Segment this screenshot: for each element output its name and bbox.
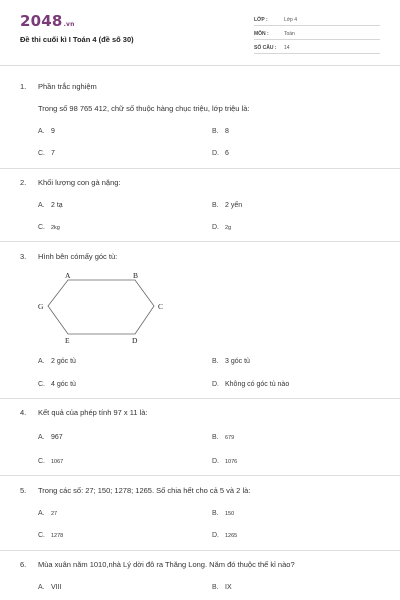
question-number: 2. [20, 178, 27, 187]
question-2-title [20, 178, 121, 187]
hexagon-figure [34, 270, 184, 346]
option-b[interactable] [212, 358, 250, 365]
option-letter: B. [212, 584, 219, 591]
option-letter: B. [212, 510, 219, 517]
meta-class-value: Lớp 4 [284, 17, 298, 23]
meta-class-key: LỚP : [254, 17, 268, 23]
option-letter: A. [38, 434, 45, 441]
option-c[interactable] [38, 224, 60, 231]
question-number: 4. [20, 408, 27, 417]
option-text: 967 [51, 434, 63, 441]
option-letter: C. [38, 458, 45, 465]
option-text: 2 góc tù [51, 358, 76, 365]
vertex-label-b: B [133, 271, 139, 280]
meta-subject-key: MÔN : [254, 31, 269, 37]
option-text: 1278 [51, 533, 64, 539]
option-text: 2 tạ [51, 202, 63, 209]
option-d[interactable] [212, 532, 237, 539]
option-text: 1265 [225, 533, 238, 539]
option-d[interactable] [212, 381, 289, 388]
option-b[interactable] [212, 202, 242, 209]
option-text: 27 [51, 511, 58, 517]
meta-count [254, 42, 380, 54]
question-separator [0, 241, 400, 242]
option-letter: B. [212, 128, 219, 135]
option-letter: C. [38, 150, 45, 157]
hexagon-shape [48, 280, 154, 334]
option-text: 6 [225, 150, 229, 157]
question-title-text: Mùa xuân năm 1010,nhà Lý dời đô ra Thăng Long. Năm đó thuộc thế kỉ nào? [38, 560, 295, 569]
option-a[interactable] [38, 358, 76, 365]
option-letter: B. [212, 434, 219, 441]
option-text: 1067 [51, 459, 64, 465]
option-c[interactable] [38, 150, 55, 157]
question-5-title [20, 486, 250, 495]
question-separator [0, 168, 400, 169]
question-title-text: Hình bên cómấy góc tù: [38, 252, 118, 261]
question-title-text: Trong các số: 27; 150; 1278; 1265. Số chia hết cho cả 5 và 2 là: [38, 486, 251, 495]
question-1-text: Trong số 98 765 412, chữ số thuộc hàng chục triệu, lớp triệu là: [38, 104, 250, 113]
option-a[interactable] [38, 434, 63, 441]
question-title-text: Khối lượng con gà nặng: [38, 178, 121, 187]
option-text: 2 yến [225, 202, 243, 209]
option-b[interactable] [212, 434, 234, 441]
question-title-text: Phần trắc nghiệm [38, 82, 97, 91]
option-a[interactable] [38, 584, 62, 591]
vertex-label-c: C [158, 302, 164, 311]
option-c[interactable] [38, 532, 63, 539]
option-text: VIII [51, 584, 62, 591]
option-letter: D. [212, 150, 219, 157]
logo-tld: .vn [63, 21, 75, 28]
question-1-title [20, 82, 97, 91]
option-c[interactable] [38, 381, 76, 388]
question-separator [0, 550, 400, 551]
option-b[interactable] [212, 510, 234, 517]
option-letter: A. [38, 358, 45, 365]
question-6-title [20, 560, 295, 569]
page-header [0, 0, 400, 62]
option-text: 9 [51, 128, 55, 135]
vertex-label-e: E [65, 336, 70, 345]
meta-subject [254, 28, 380, 40]
option-letter: D. [212, 381, 219, 388]
question-number: 3. [20, 252, 27, 261]
option-letter: C. [38, 224, 45, 231]
option-d[interactable] [212, 458, 237, 465]
vertex-label-d: D [132, 336, 138, 345]
vertex-label-a: A [65, 271, 71, 280]
option-text: 2kg [51, 225, 60, 231]
option-letter: C. [38, 532, 45, 539]
hexagon-diagram [34, 270, 184, 346]
header-divider [0, 65, 400, 66]
site-logo[interactable] [20, 12, 75, 30]
question-3-title [20, 252, 117, 261]
option-a[interactable] [38, 128, 55, 135]
option-letter: A. [38, 128, 45, 135]
meta-class [254, 14, 380, 26]
option-text: Không có góc tù nào [225, 381, 290, 388]
logo-text: 2048 [20, 12, 63, 30]
option-letter: D. [212, 532, 219, 539]
option-letter: C. [38, 381, 45, 388]
option-text: 150 [225, 511, 235, 517]
option-text: 2g [225, 225, 232, 231]
option-text: 1076 [225, 459, 238, 465]
option-text: 3 góc tù [225, 358, 250, 365]
option-text: 7 [51, 150, 55, 157]
question-number: 6. [20, 560, 27, 569]
option-text: IX [225, 584, 232, 591]
option-text: 8 [225, 128, 229, 135]
option-text: 4 góc tù [51, 381, 76, 388]
vertex-label-g: G [38, 302, 44, 311]
option-letter: A. [38, 202, 45, 209]
option-text: 679 [225, 435, 235, 441]
option-d[interactable] [212, 150, 229, 157]
meta-subject-value: Toán [284, 31, 295, 37]
exam-title: Đề thi cuối kì I Toán 4 (đề số 30) [20, 35, 134, 44]
question-separator [0, 475, 400, 476]
meta-count-key: SỐ CÂU : [254, 45, 277, 51]
option-letter: D. [212, 458, 219, 465]
question-number: 1. [20, 82, 27, 91]
option-c[interactable] [38, 458, 63, 465]
option-letter: B. [212, 358, 219, 365]
option-d[interactable] [212, 224, 231, 231]
option-letter: A. [38, 584, 45, 591]
option-b[interactable] [212, 128, 229, 135]
option-a[interactable] [38, 202, 63, 209]
question-4-title [20, 408, 148, 417]
option-letter: D. [212, 224, 219, 231]
option-a[interactable] [38, 510, 57, 517]
option-b[interactable] [212, 584, 232, 591]
question-title-text: Kết quả của phép tính 97 x 11 là: [38, 408, 148, 417]
option-letter: A. [38, 510, 45, 517]
option-letter: B. [212, 202, 219, 209]
question-number: 5. [20, 486, 27, 495]
question-separator [0, 398, 400, 399]
meta-count-value: 14 [284, 45, 290, 51]
